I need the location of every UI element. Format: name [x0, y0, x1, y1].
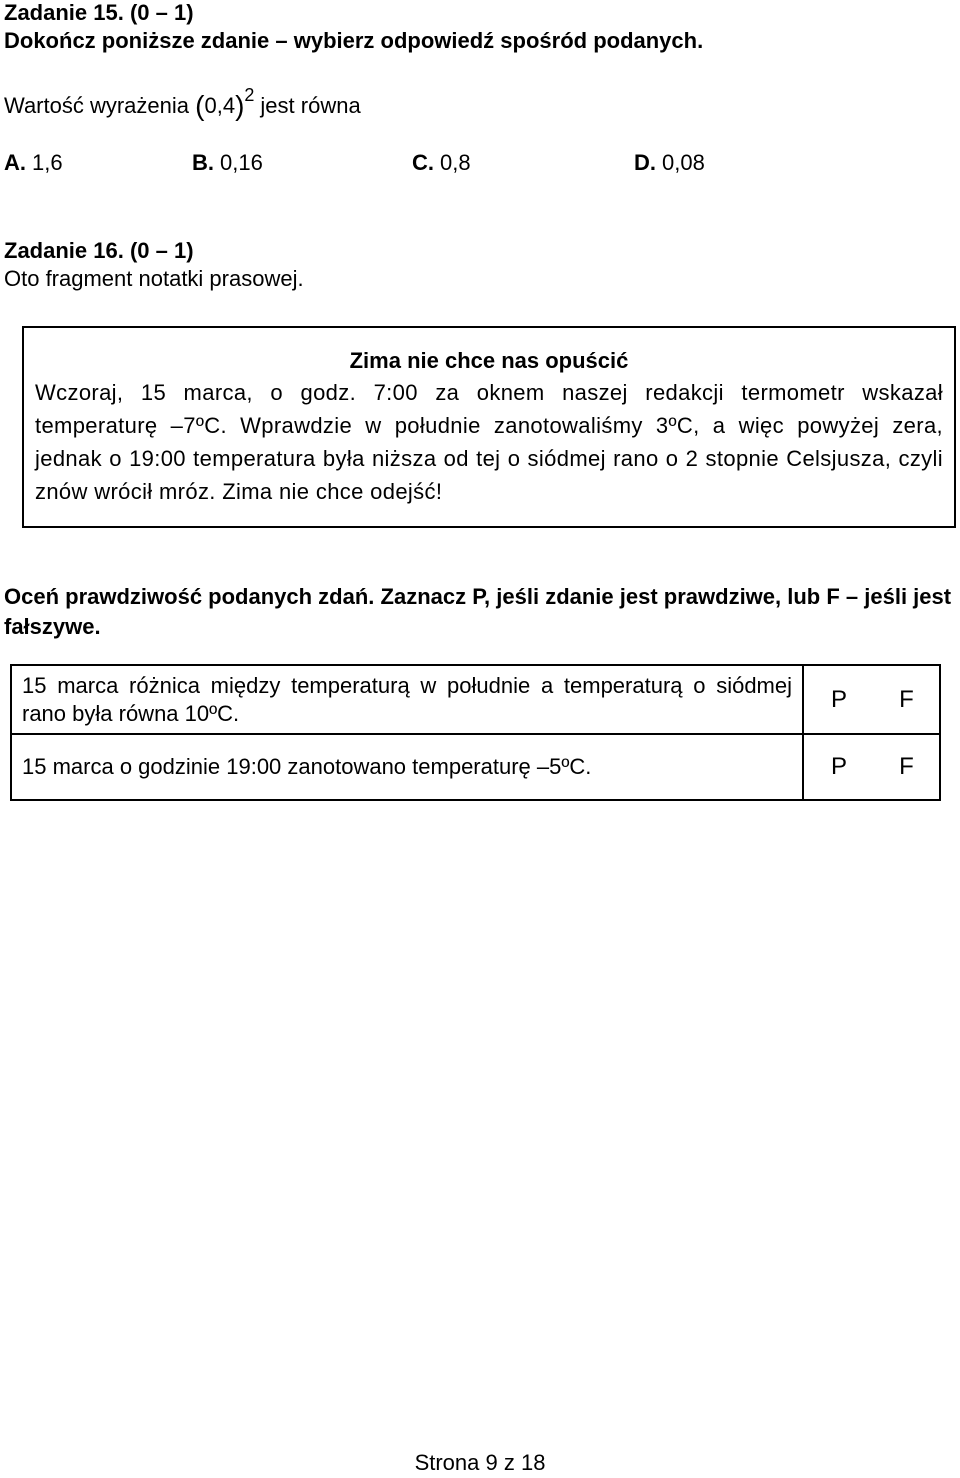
- option-d[interactable]: [634, 150, 705, 176]
- option-b[interactable]: [192, 150, 263, 176]
- table-row: [11, 665, 940, 734]
- option-value: 1,6: [32, 150, 63, 175]
- task16-title: Zadanie 16. (0 – 1): [4, 238, 194, 263]
- option-a[interactable]: [4, 150, 63, 176]
- task15-title: Zadanie 15. (0 – 1): [4, 0, 194, 25]
- option-letter: A.: [4, 150, 26, 175]
- judge-instruction: Oceń prawdziwość podanych zdań. Zaznacz P, jeśli zdanie jest prawdziwe, lub F – jeśli jest fałszywe.: [4, 584, 952, 639]
- option-value: 0,08: [662, 150, 705, 175]
- false-option[interactable]: F: [874, 734, 940, 800]
- note-title: Zima nie chce nas opuścić: [349, 348, 629, 373]
- task15-instruction: Dokończ poniższe zdanie – wybierz odpowiedź spośród podanych.: [4, 28, 704, 53]
- press-note-box: [22, 326, 956, 528]
- option-c[interactable]: [412, 150, 471, 176]
- task16-intro: Oto fragment notatki prasowej.: [4, 266, 304, 291]
- false-option[interactable]: F: [874, 665, 940, 734]
- page-number: Strona 9 z 18: [414, 1450, 546, 1475]
- statement-text: 15 marca o godzinie 19:00 zanotowano temperaturę –5ºC.: [11, 734, 803, 800]
- table-row: [11, 734, 940, 800]
- option-value: 0,8: [440, 150, 471, 175]
- expression-suffix: jest równa: [260, 93, 361, 118]
- true-option[interactable]: P: [803, 734, 874, 800]
- option-value: 0,16: [220, 150, 263, 175]
- statement-text: 15 marca różnica między temperaturą w południe a temperaturą o siódmej rano była równa 10ºC.: [11, 665, 803, 734]
- true-option[interactable]: P: [803, 665, 874, 734]
- expression-exponent: 2: [244, 85, 255, 105]
- expression-base: 0,4: [204, 93, 236, 118]
- option-letter: B.: [192, 150, 214, 175]
- option-letter: C.: [412, 150, 434, 175]
- option-letter: D.: [634, 150, 656, 175]
- note-body: Wczoraj, 15 marca, o godz. 7:00 za oknem naszej redakcji termometr wskazał temperaturę –7ºC. Wprawdzie w południe zanotowaliśmy 3ºC, a więc powyżej zera, jednak o 19:00 temperatura była niższa od tej o siódmej rano o 2 stopnie Celsjusza, czyli znów wrócił mróz. Zima nie chce odejść!: [35, 380, 943, 504]
- expression-prefix: Wartość wyrażenia: [4, 93, 190, 118]
- task15-expression: Wartość wyrażenia $(0,4)^2$ jest równa: [4, 85, 361, 121]
- true-false-table: [10, 664, 941, 801]
